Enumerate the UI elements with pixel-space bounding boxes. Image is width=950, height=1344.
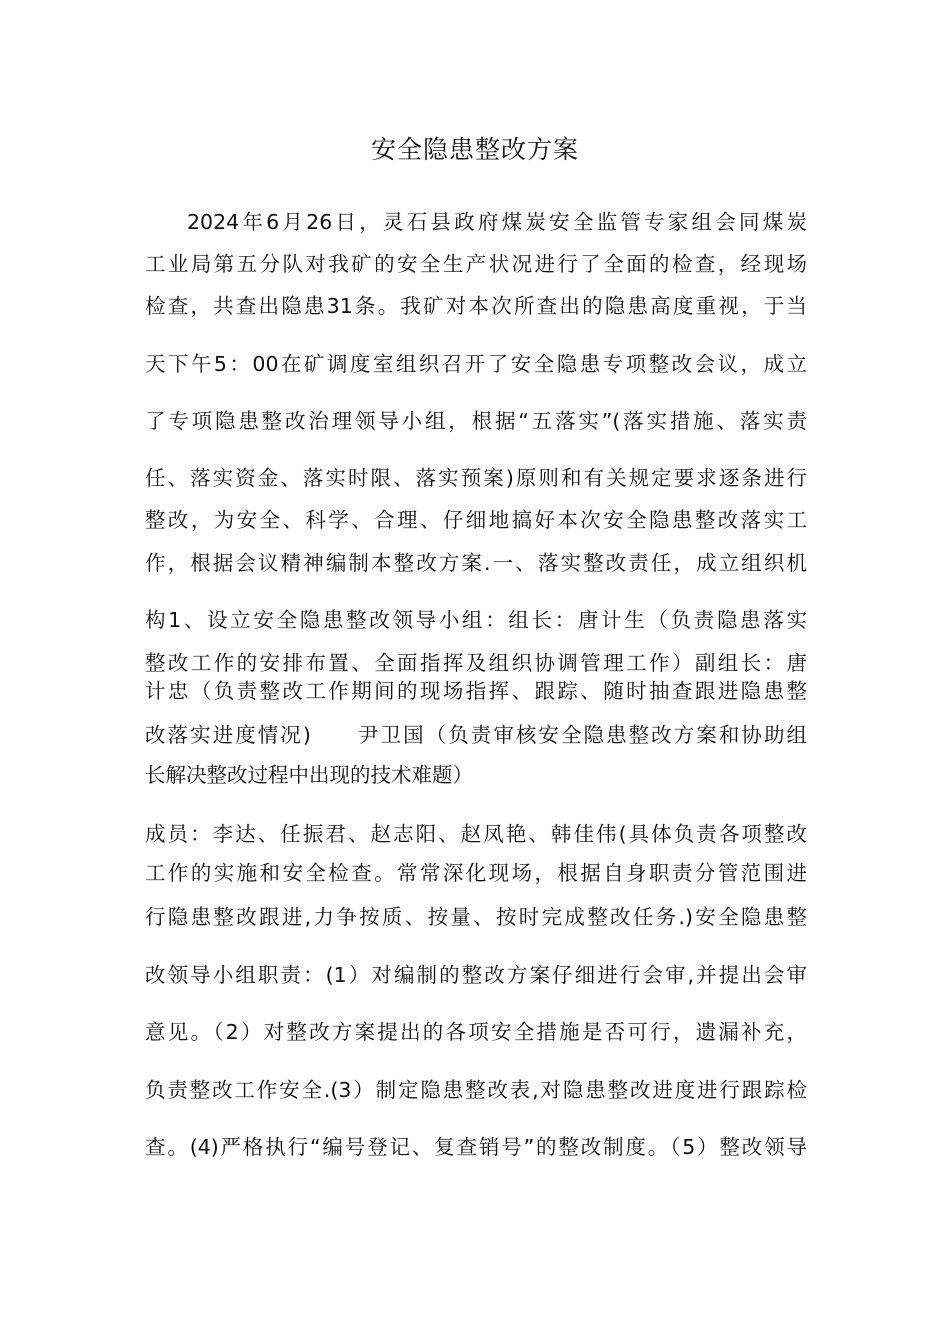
paragraph-line: 改领导小组职责：(1）对编制的整改方案仔细进行会审,并提出会审 — [145, 963, 807, 987]
paragraph-line: 负责整改工作安全.(3）制定隐患整改表,对隐患整改进度进行跟踪检 — [145, 1078, 807, 1102]
paragraph-line: 成员：李达、任振君、赵志阳、赵凤艳、韩佳伟(具体负责各项整改 — [145, 822, 807, 846]
paragraph-line: 了专项隐患整改治理领导小组，根据“五落实”(落实措施、落实责 — [145, 409, 807, 433]
paragraph-line: 长解决整改过程中出现的技术难题） — [145, 763, 473, 787]
paragraph-line: 构1、设立安全隐患整改领导小组：组长：唐计生（负责隐患落实 — [145, 608, 807, 632]
paragraph-line: 2024年6月26日，灵石县政府煤炭安全监管专家组会同煤炭 — [187, 210, 807, 234]
paragraph-line: 工业局第五分队对我矿的安全生产状况进行了全面的检查，经现场 — [145, 252, 807, 276]
paragraph-line: 意见。（2）对整改方案提出的各项安全措施是否可行，遗漏补充， — [145, 1020, 807, 1044]
paragraph-line: 行隐患整改跟进,力争按质、按量、按时完成整改任务.)安全隐患整 — [145, 905, 807, 929]
paragraph-line: 整改，为安全、科学、合理、仔细地搞好本次安全隐患整改落实工 — [145, 508, 807, 532]
paragraph-line: 工作的实施和安全检查。常常深化现场，根据自身职责分管范围进 — [145, 861, 807, 885]
paragraph-line: 计忠（负责整改工作期间的现场指挥、跟踪、随时抽查跟进隐患整 — [145, 679, 807, 703]
paragraph-line: 天下午5：00在矿调度室组织召开了安全隐患专项整改会议，成立 — [145, 352, 807, 376]
paragraph-line: 整改工作的安排布置、全面指挥及组织协调管理工作）副组长：唐 — [145, 651, 807, 675]
paragraph-line: 任、落实资金、落实时限、落实预案)原则和有关规定要求逐条进行 — [145, 466, 807, 490]
paragraph-line: 查。(4)严格执行“编号登记、复查销号”的整改制度。（5）整改领导 — [145, 1135, 807, 1159]
document-title: 安全隐患整改方案 — [370, 135, 579, 164]
paragraph-line: 检查，共查出隐患31条。我矿对本次所查出的隐患高度重视，于当 — [145, 294, 807, 318]
paragraph-line: 作，根据会议精神编制本整改方案.一、落实整改责任，成立组织机 — [145, 551, 807, 575]
paragraph-line: 改落实进度情况) 尹卫国（负责审核安全隐患整改方案和协助组 — [145, 723, 807, 747]
